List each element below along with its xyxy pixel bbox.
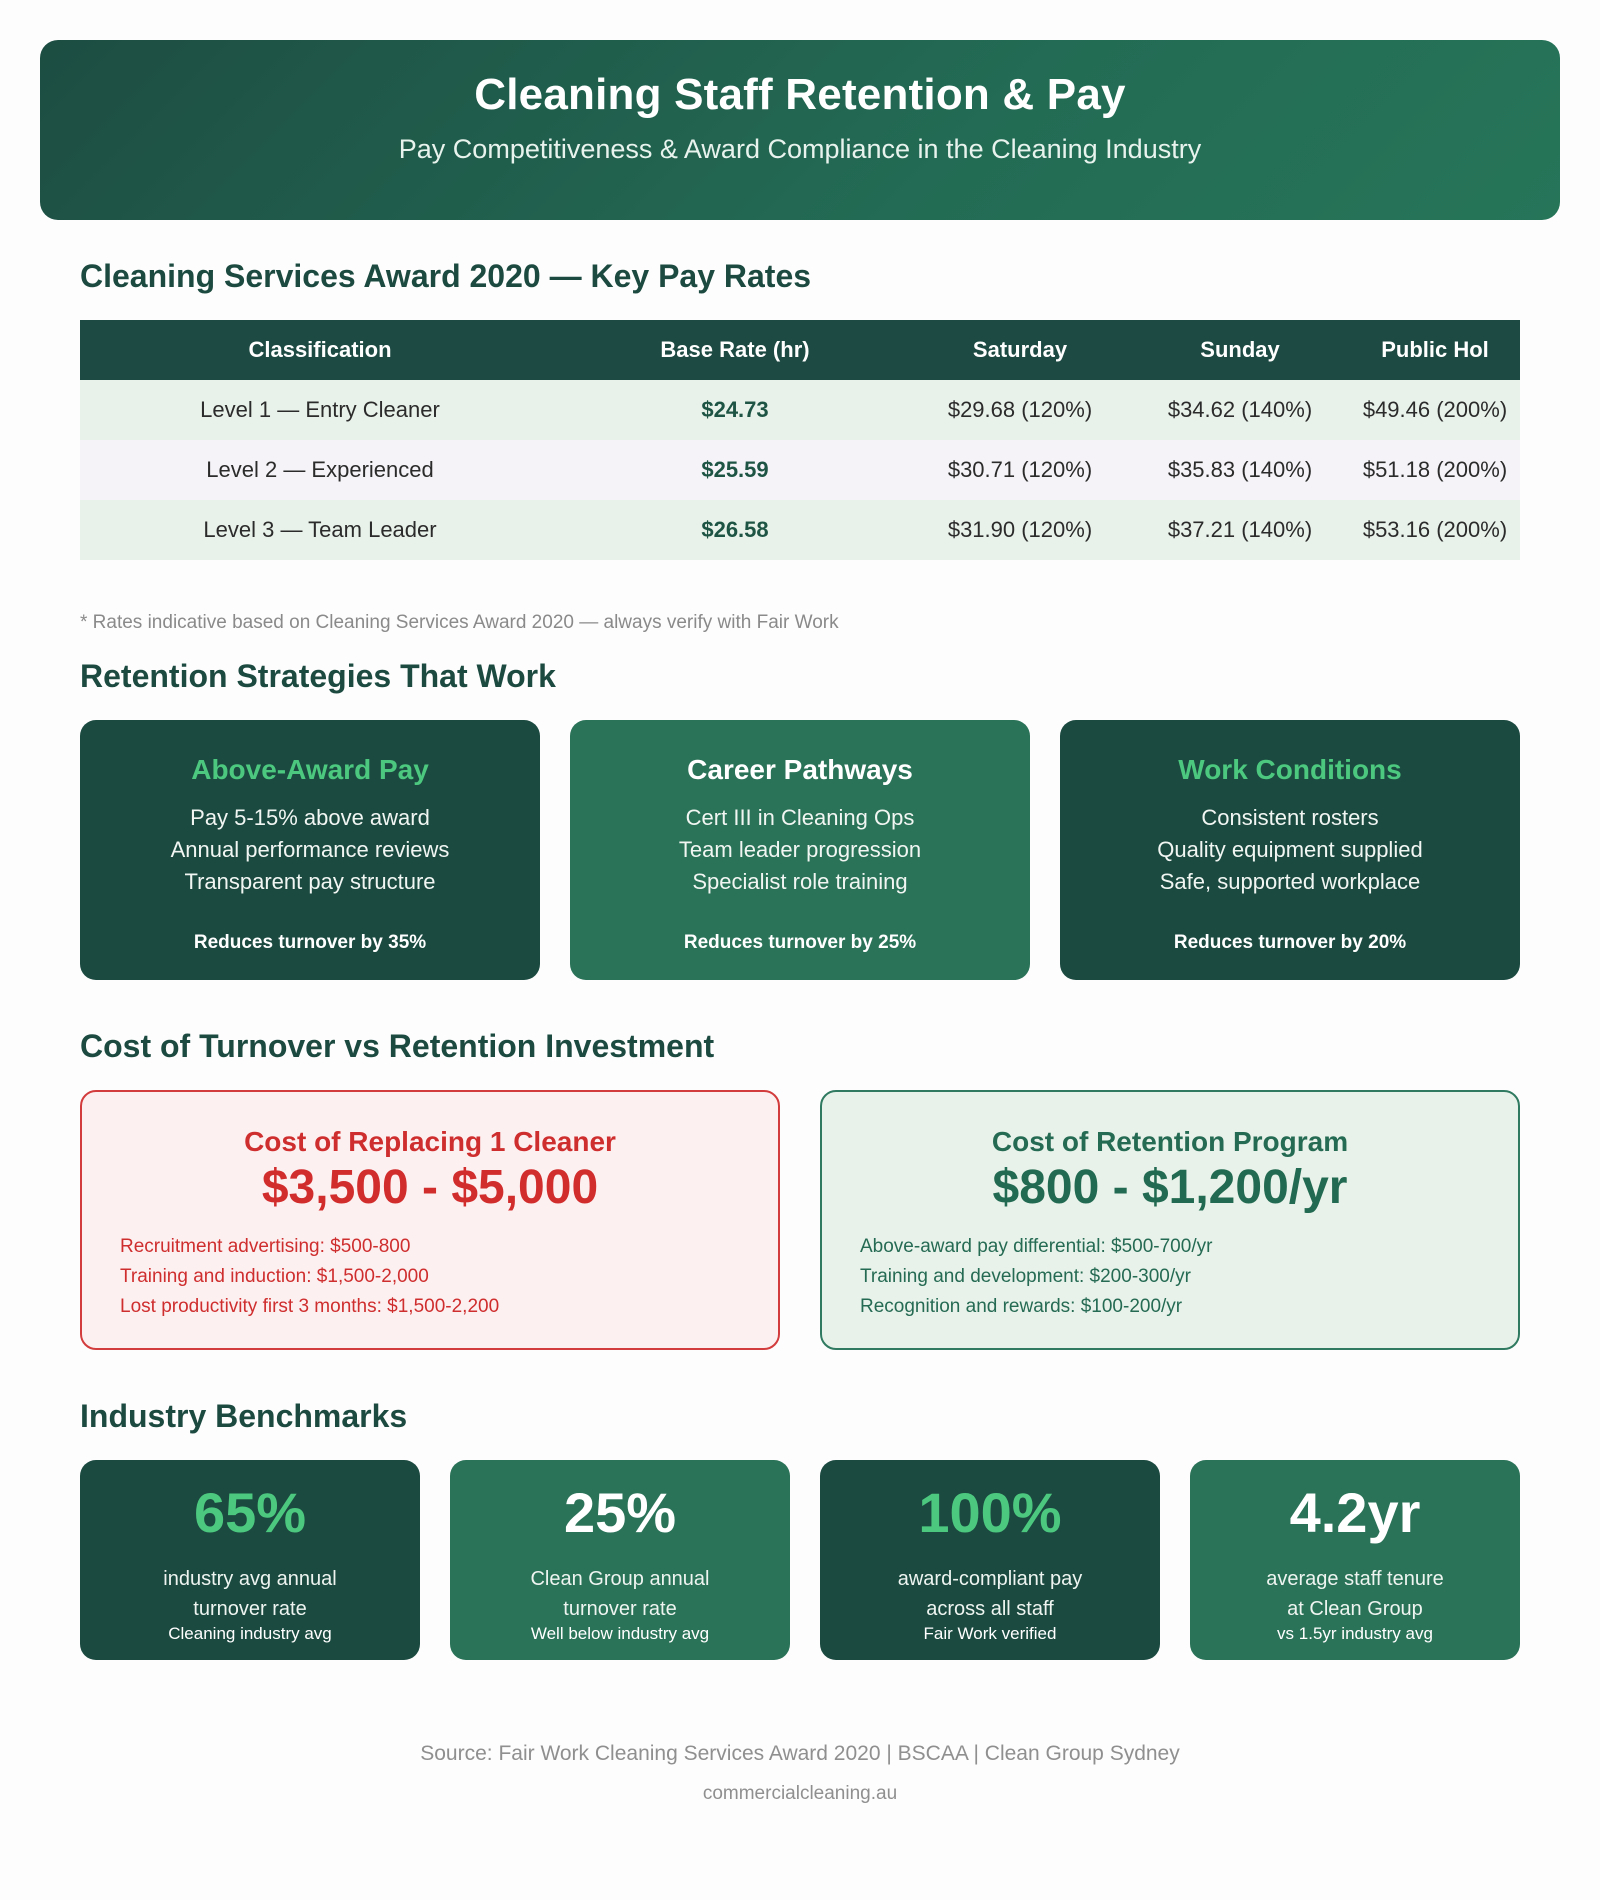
table-cell: $25.59 [560,440,910,500]
table-cell: $53.16 (200%) [1350,500,1520,560]
benchmark-desc-line: average staff tenure [1266,1568,1444,1590]
table-cell: $26.58 [560,500,910,560]
benchmark-note: Well below industry avg [530,1624,710,1643]
column-header: Classification [80,320,560,380]
benchmark-value: 25% [563,1481,677,1544]
table-cell: $49.46 (200%) [1350,380,1520,440]
benchmark-desc-line: turnover rate [193,1598,307,1620]
list-item: Cert III in Cleaning Ops [685,805,915,830]
column-header: Sunday [1130,320,1350,380]
list-item: Specialist role training [692,869,908,894]
strategy-card-footer: Reduces turnover by 25% [683,932,917,953]
table-row [80,380,1520,440]
website-link[interactable]: commercialcleaning.au [702,1783,898,1804]
list-item: Recognition and rewards: $100-200/yr [860,1296,1183,1317]
strategies-section-title: Retention Strategies That Work [80,658,556,694]
benchmark-value: 4.2yr [1289,1481,1421,1544]
benchmark-card-clean-group-turnover [450,1460,790,1660]
table-row [80,440,1520,500]
strategy-card-conditions [1060,720,1520,980]
strategy-card-footer: Reduces turnover by 35% [193,932,427,953]
benchmark-description [1190,1564,1520,1624]
benchmark-desc-line: across all staff [926,1598,1054,1620]
strategy-card-footer: Reduces turnover by 20% [1173,932,1407,953]
retention-cost-amount: $800 - $1,200/yr [992,1161,1348,1214]
page-subtitle: Pay Competitiveness & Award Compliance in the Cleaning Industry [398,134,1202,164]
replacement-cost-breakdown [120,1232,499,1322]
list-item: Transparent pay structure [184,869,436,894]
strategy-card-title: Above-Award Pay [191,754,429,785]
replacement-cost-amount: $3,500 - $5,000 [261,1161,599,1214]
table-cell: $51.18 (200%) [1350,440,1520,500]
list-item: Annual performance reviews [170,837,450,862]
table-cell: Level 3 — Team Leader [80,500,560,560]
replacement-cost-title: Cost of Replacing 1 Cleaner [244,1126,616,1157]
benchmark-desc-line: award-compliant pay [897,1568,1083,1590]
table-cell: Level 2 — Experienced [80,440,560,500]
table-cell: $30.71 (120%) [910,440,1130,500]
replacement-cost-box [80,1090,780,1350]
column-header: Base Rate (hr) [560,320,910,380]
table-cell: $35.83 (140%) [1130,440,1350,500]
retention-cost-box [820,1090,1520,1350]
source-credit: Source: Fair Work Cleaning Services Award 2020 | BSCAA | Clean Group Sydney [420,1742,1180,1765]
list-item: Recruitment advertising: $500-800 [120,1236,411,1257]
table-row [80,500,1520,560]
strategy-card-title: Career Pathways [687,754,913,785]
page-title: Cleaning Staff Retention & Pay [474,70,1126,119]
benchmark-desc-line: turnover rate [563,1598,677,1620]
list-item: Team leader progression [678,837,922,862]
benchmark-description [80,1564,420,1624]
table-cell: $37.21 (140%) [1130,500,1350,560]
rates-section-title: Cleaning Services Award 2020 — Key Pay Rates [80,258,812,294]
benchmark-card-award-compliance [820,1460,1160,1660]
benchmark-desc-line: industry avg annual [163,1568,337,1590]
benchmark-description [820,1564,1160,1624]
strategy-card-title: Work Conditions [1178,754,1402,785]
table-header-row [80,320,1520,380]
column-header: Saturday [910,320,1130,380]
retention-cost-title: Cost of Retention Program [991,1126,1349,1157]
benchmark-card-industry-turnover [80,1460,420,1660]
list-item: Quality equipment supplied [1157,837,1423,862]
header-banner [40,40,1560,220]
benchmark-note: Cleaning industry avg [168,1624,332,1643]
benchmarks-section-title: Industry Benchmarks [80,1398,408,1434]
column-header: Public Hol [1350,320,1520,380]
table-cell: $31.90 (120%) [910,500,1130,560]
table-cell: $34.62 (140%) [1130,380,1350,440]
list-item: Lost productivity first 3 months: $1,500-2,200 [120,1296,500,1317]
list-item: Training and induction: $1,500-2,000 [120,1266,429,1287]
benchmark-desc-line: Clean Group annual [530,1568,710,1590]
strategy-card-above-award [80,720,540,980]
table-cell: $24.73 [560,380,910,440]
list-item: Safe, supported workplace [1159,869,1421,894]
strategy-list [1060,802,1520,898]
benchmark-value: 100% [918,1481,1062,1544]
benchmark-note: Fair Work verified [923,1624,1057,1643]
benchmark-card-tenure [1190,1460,1520,1660]
rates-disclaimer: * Rates indicative based on Cleaning Services Award 2020 — always verify with Fair Work [80,612,839,633]
table-cell: Level 1 — Entry Cleaner [80,380,560,440]
retention-cost-breakdown [860,1232,1212,1322]
strategy-list [80,802,540,898]
benchmark-note: vs 1.5yr industry avg [1277,1624,1433,1643]
table-cell: $29.68 (120%) [910,380,1130,440]
pay-rates-table [80,320,1520,560]
benchmark-description [450,1564,790,1624]
list-item: Pay 5-15% above award [190,805,430,830]
benchmark-value: 65% [193,1481,307,1544]
costs-section-title: Cost of Turnover vs Retention Investment [80,1028,715,1064]
list-item: Training and development: $200-300/yr [860,1266,1191,1287]
list-item: Consistent rosters [1201,805,1379,830]
benchmark-desc-line: at Clean Group [1287,1598,1423,1620]
strategy-list [570,802,1030,898]
strategy-card-career [570,720,1030,980]
list-item: Above-award pay differential: $500-700/yr [860,1236,1213,1257]
